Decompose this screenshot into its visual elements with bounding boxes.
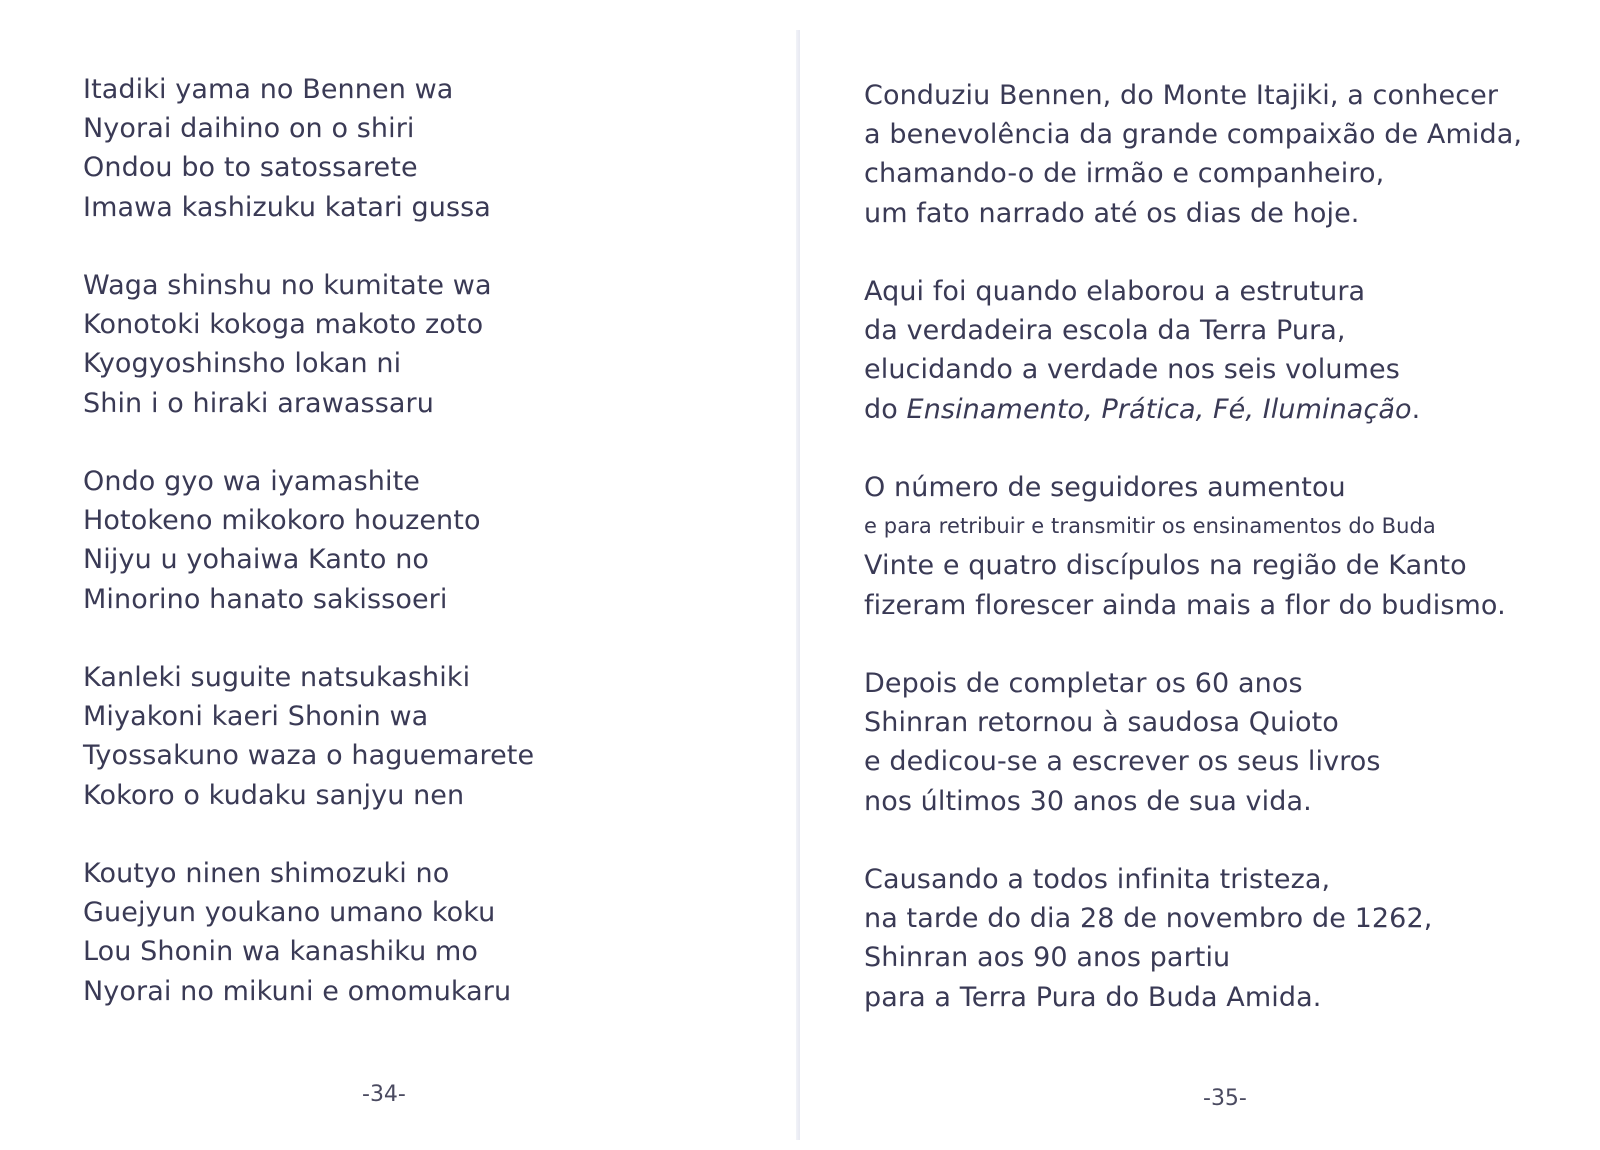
- left-stanza-3: [0, 462, 481, 619]
- verse-line: Shinran retornou à saudosa Quioto: [864, 707, 1339, 739]
- verse-line: Minorino hanato sakissoeri: [83, 583, 448, 615]
- verse-line: Conduziu Bennen, do Monte Itajiki, a conhecer: [864, 80, 1499, 111]
- verse-line: Kokoro o kudaku sanjyu nen: [83, 779, 465, 811]
- verse-line-with-title: [800, 390, 1420, 429]
- verse-line: Hotokeno mikokoro houzento: [83, 505, 481, 537]
- verse-line: Nyorai daihino on o shiri: [83, 113, 415, 145]
- verse-line: Imawa kashizuku katari gussa: [83, 191, 491, 223]
- left-stanza-4: [0, 658, 534, 815]
- page-number-right: -35-: [1203, 1086, 1247, 1111]
- verse-line: Nyorai no mikuni e omomukaru: [83, 975, 512, 1007]
- left-stanza-2: [0, 266, 492, 423]
- verse-line: elucidando a verdade nos seis volumes: [864, 354, 1400, 386]
- verse-line: Ondo gyo wa iyamashite: [83, 466, 420, 497]
- verse-line: Itadiki yama no Bennen wa: [83, 74, 454, 105]
- right-stanza-1: [800, 76, 1522, 233]
- verse-line: Koutyo ninen shimozuki no: [83, 858, 450, 889]
- verse-line: Shinran aos 90 anos partiu: [864, 942, 1231, 974]
- verse-line: Lou Shonin wa kanashiku mo: [83, 936, 479, 968]
- verse-line-small: e para retribuir e transmitir os ensinamentos do Buda: [864, 514, 1436, 539]
- verse-line: Ondou bo to satossarete: [83, 152, 418, 184]
- verse-line: um fato narrado até os dias de hoje.: [864, 197, 1360, 229]
- verse-line: Kyogyoshinsho lokan ni: [83, 348, 402, 380]
- book-title-italic: Ensinamento, Prática, Fé, Iluminação: [906, 393, 1412, 425]
- verse-line: Konotoki kokoga makoto zoto: [83, 309, 484, 341]
- verse-line: nos últimos 30 anos de sua vida.: [864, 785, 1312, 817]
- verse-line: O número de seguidores aumentou: [864, 472, 1346, 503]
- right-stanza-5: [800, 860, 1432, 1017]
- verse-line: chamando-o de irmão e companheiro,: [864, 158, 1385, 190]
- verse-line: na tarde do dia 28 de novembro de 1262,: [864, 903, 1433, 935]
- right-stanza-3: [800, 468, 1506, 625]
- verse-line: Nijyu u yohaiwa Kanto no: [83, 544, 430, 576]
- page-number-left: -34-: [362, 1082, 406, 1107]
- verse-line: Miyakoni kaeri Shonin wa: [83, 701, 429, 733]
- verse-line: e dedicou-se a escrever os seus livros: [864, 746, 1381, 778]
- verse-line: Shin i o hiraki arawassaru: [83, 387, 434, 419]
- right-page: [800, 0, 1600, 1150]
- verse-line: Causando a todos infinita tristeza,: [864, 864, 1331, 895]
- verse-line: Waga shinshu no kumitate wa: [83, 270, 492, 301]
- verse-line: Depois de completar os 60 anos: [864, 668, 1303, 699]
- verse-line: a benevolência da grande compaixão de Amida,: [864, 119, 1523, 151]
- verse-line: da verdadeira escola da Terra Pura,: [864, 315, 1346, 347]
- verse-line: fizeram florescer ainda mais a flor do budismo.: [864, 589, 1506, 621]
- left-stanza-1: [0, 70, 491, 227]
- verse-line: Kanleki suguite natsukashiki: [83, 662, 471, 693]
- verse-line: Vinte e quatro discípulos na região de Kanto: [864, 550, 1467, 582]
- right-stanza-4: [800, 664, 1381, 821]
- verse-line: Guejyun youkano umano koku: [83, 897, 496, 929]
- verse-line: Aqui foi quando elaborou a estrutura: [864, 276, 1366, 307]
- line-prefix: do: [864, 393, 907, 425]
- left-stanza-5: [0, 854, 511, 1011]
- verse-line: Tyossakuno waza o haguemarete: [83, 740, 535, 772]
- line-suffix: .: [1411, 393, 1421, 425]
- right-stanza-2: [800, 272, 1420, 429]
- verse-line: para a Terra Pura do Buda Amida.: [864, 981, 1322, 1013]
